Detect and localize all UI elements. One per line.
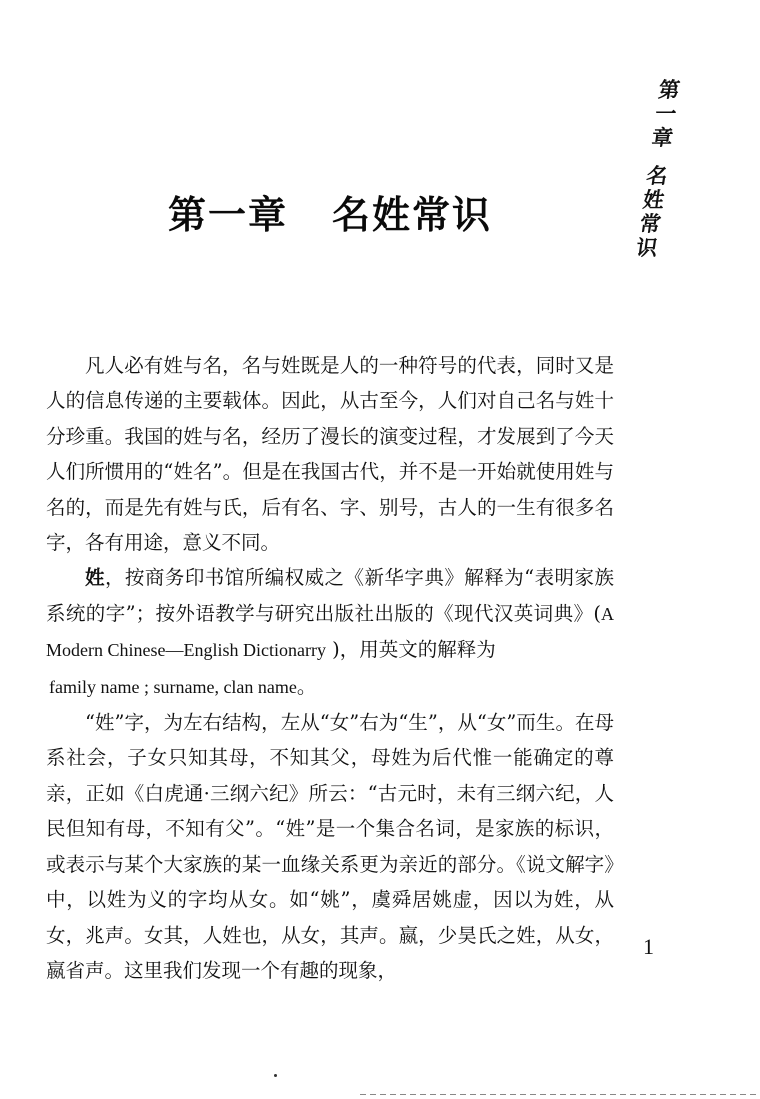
english-gloss: family name ; surname, clan name: [49, 676, 297, 697]
running-header-char: 常: [638, 211, 663, 236]
chapter-title: [0, 184, 660, 239]
chapter-number: 第一章: [167, 193, 288, 237]
english-title: A Modern Chinese—English Dictionarry: [46, 603, 614, 661]
scan-edge-line: [360, 1094, 760, 1095]
paragraph-text: )，用英文的解释为: [325, 638, 496, 662]
body-text: [46, 348, 614, 988]
running-header-char: 第: [656, 77, 682, 102]
paragraph-text: ，按商务印书馆所编权威之《新华字典》解释为“表明家族系统的字”；按外语教学与研究出版社出版的《现代汉英词典》(: [46, 566, 614, 625]
running-header-char: 识: [634, 235, 660, 260]
chapter-name: 名姓常识: [332, 193, 493, 237]
running-header-char: 章: [650, 125, 675, 150]
page-number: 1: [643, 934, 654, 959]
paragraph: 凡人必有姓与名，名与姓既是人的一种符号的代表，同时又是人的信息传递的主要载体。因此，从古至今，人们对自己名与姓十分珍重。我国的姓与名，经历了漫长的演变过程，才发展到了今天人们所惯用的“姓名”。但是在我国古代，并不是一开始就使用姓与名的，而是先有姓与氏，后有名、字、别号，古人的一生有很多名字，各有用途，意义不同。: [46, 354, 614, 555]
running-header-char: 名: [644, 163, 670, 188]
paragraph: “姓”字，为左右结构，左从“女”右为“生”，从“女”而生。在母系社会，子女只知其母，不知其父，母姓为后代惟一能确定的尊亲，正如《白虎通·三纲六纪》所云：“古元时，未有三纲六纪，人民但知有母，不知有父”。“姓”是一个集合名词，是家族的标识，或表示与某个大家族的某一血缘关系更为亲近的部分。《说文解字》中，以姓为义的字均从女。如“姚”，虞舜居姚虚，因以为姓，从女，兆声。女其，人姓也，从女，其声。嬴，少昊氏之姓，从女，嬴省声。这里我们发现一个有趣的现象，: [46, 711, 614, 982]
running-header-char: 一: [653, 101, 679, 126]
paragraph-lead: 姓: [85, 566, 105, 590]
running-header-char: 姓: [641, 187, 666, 212]
paragraph-text: 。: [296, 674, 317, 698]
scan-speck: [274, 1074, 277, 1077]
paragraph: [46, 560, 614, 705]
